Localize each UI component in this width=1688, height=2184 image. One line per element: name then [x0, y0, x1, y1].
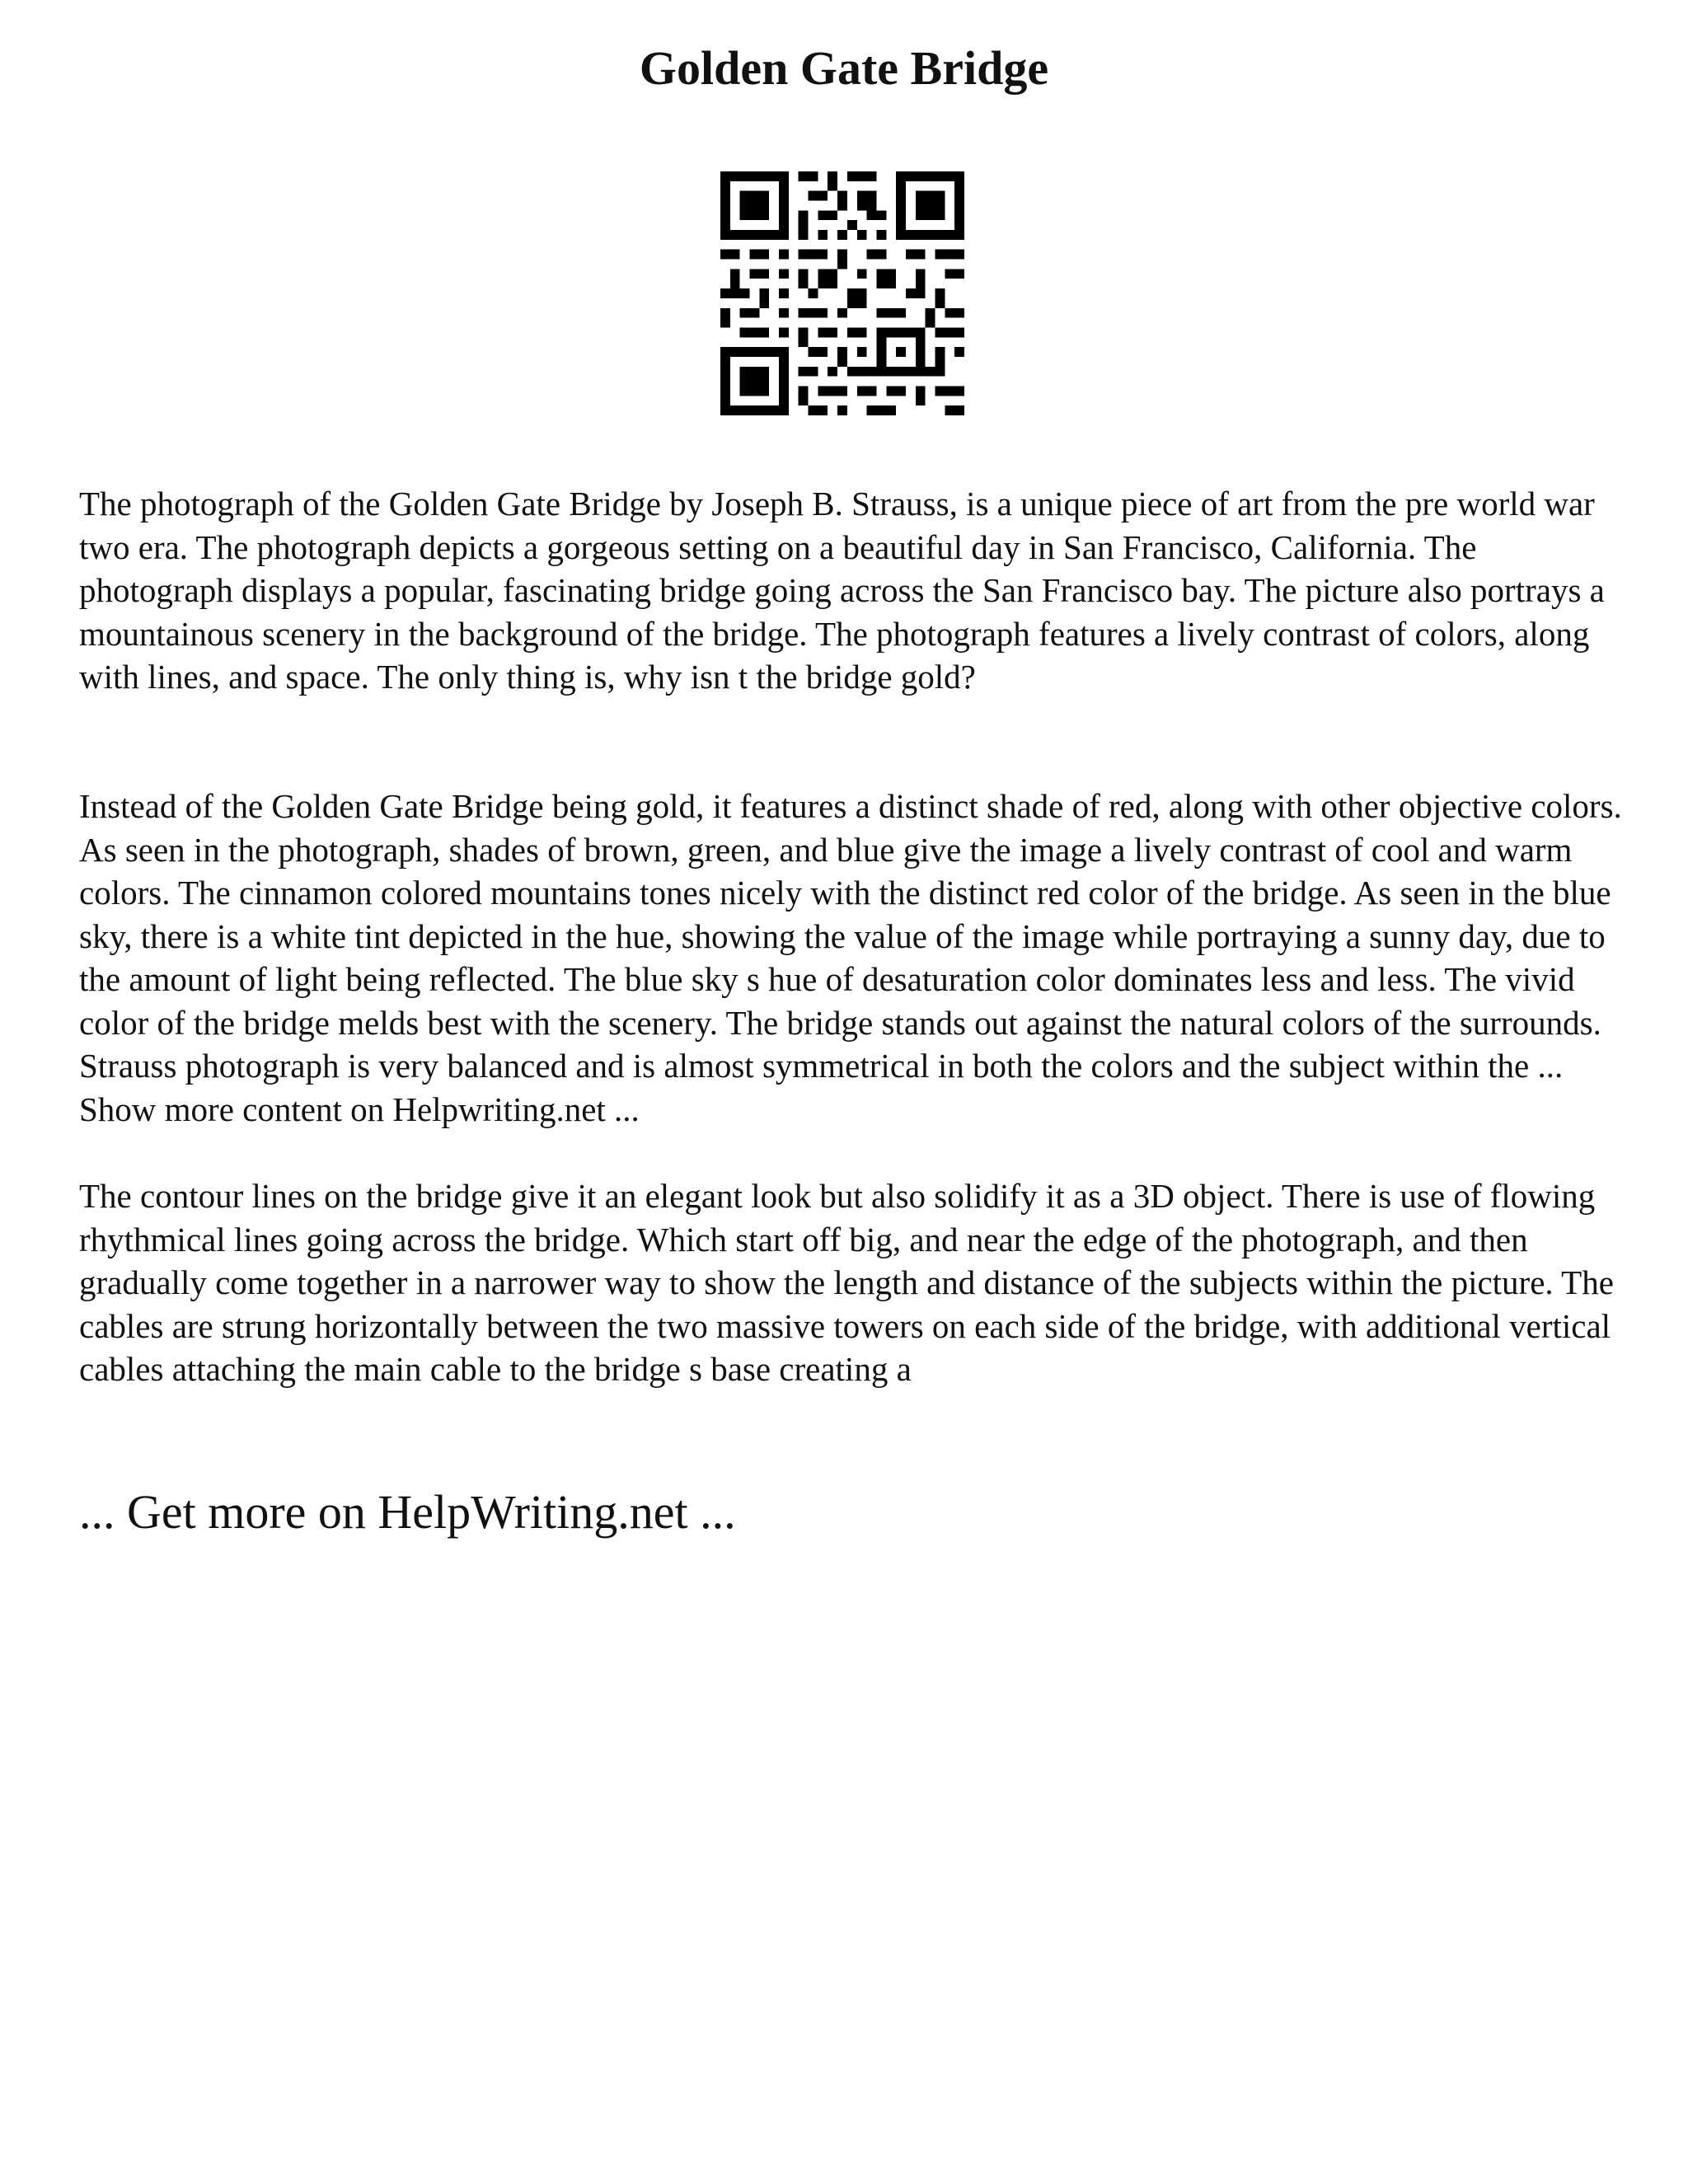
paragraph-intro: The photograph of the Golden Gate Bridge by Joseph B. Strauss, is a unique piece of art from the pre world war two era. The photograph depicts a gorgeous setting on a beautiful day in San Francisco, California. The photograph displays a popular, fascinating bridge going across the San Francisco bay. The picture also portrays a mountainous scenery in the background of the bridge. The photograph features a lively contrast of colors, along with lines, and space. The only thing is, why isn t the bridge gold? — [79, 485, 1605, 696]
page-title: Golden Gate Bridge — [639, 41, 1049, 95]
paragraph-lines: The contour lines on the bridge give it an elegant look but also solidify it as a 3D object. There is use of flowing rhythmical lines going across the bridge. Which start off big, and near the edge of the photograph, and then gradually come together in a narrower way to show the length and distance of the subjects within the picture. The cables are strung horizontally between the two massive towers on each side of the bridge, with additional vertical cables attaching the main cable to the bridge s base creating a — [79, 1177, 1614, 1388]
qr-code-image — [720, 171, 964, 415]
qr-code-icon — [720, 171, 964, 415]
paragraph-colors: Instead of the Golden Gate Bridge being gold, it features a distinct shade of red, along with other objective colors. As seen in the photograph, shades of brown, green, and blue give the image a lively contrast of cool and warm colors. The cinnamon colored mountains tones nicely with the distinct red color of the bridge. As seen in the blue sky, there is a white tint depicted in the hue, showing the value of the image while portraying a sunny day, due to the amount of light being reflected. The blue sky s hue of desaturation color dominates less and less. The vivid color of the bridge melds best with the scenery. The bridge stands out against the natural colors of the surrounds. Strauss photograph is very balanced and is almost symmetrical in both the colors and the subject within the ... Show more content on Helpwriting.net ... — [79, 787, 1622, 1128]
get-more-link[interactable]: ... Get more on HelpWriting.net ... — [79, 1485, 736, 1539]
